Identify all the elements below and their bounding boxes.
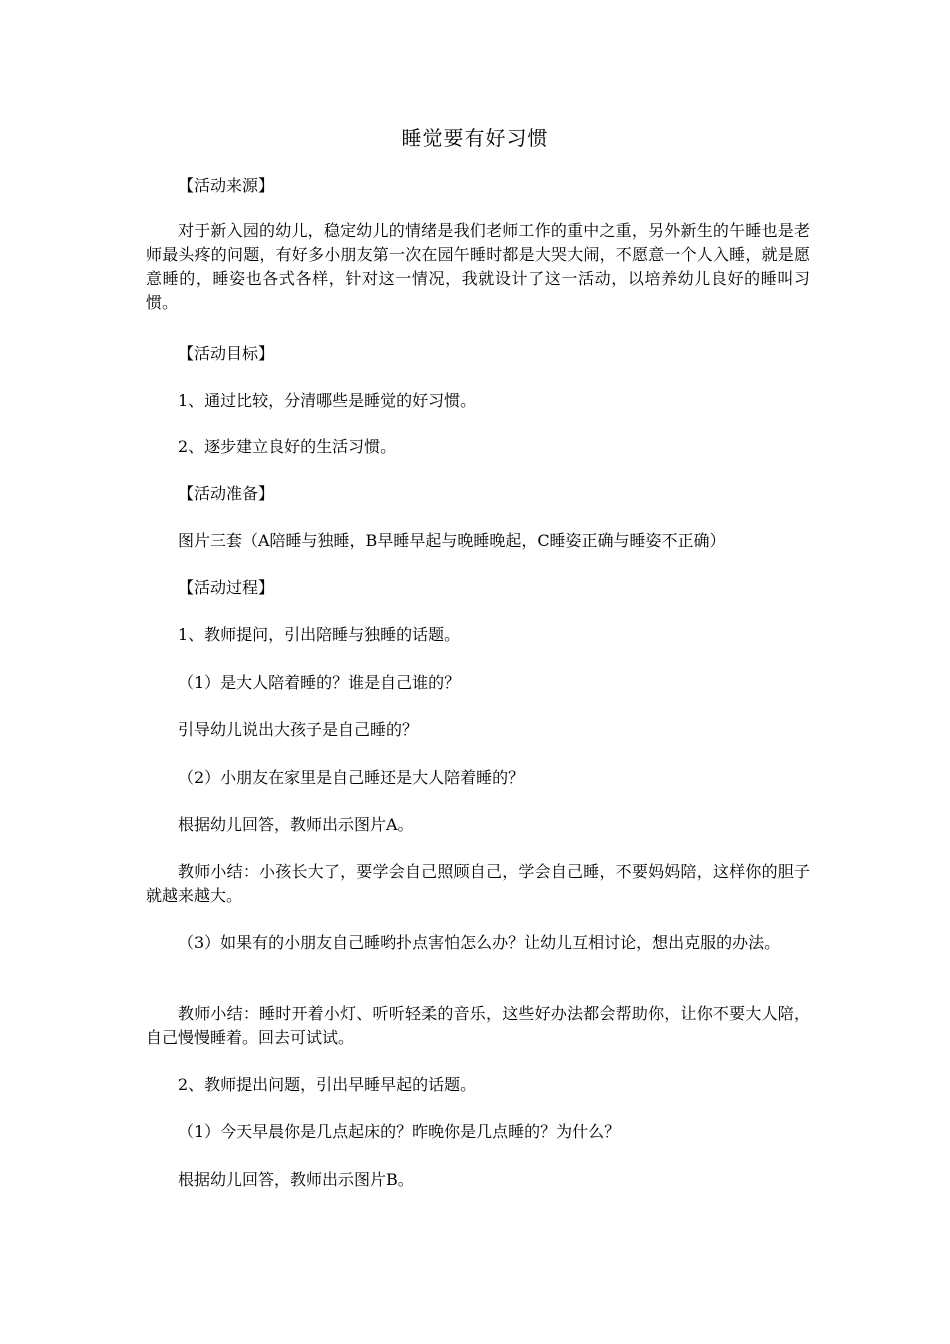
preparation-text: 图片三套（A陪睡与独睡，B早睡早起与晚睡晚起，C睡姿正确与睡姿不正确）	[178, 531, 726, 550]
goal-item-2: 2、逐步建立良好的生活习惯。	[178, 437, 397, 456]
section-heading-preparation: 【活动准备】	[178, 484, 275, 503]
process-guide-1: 引导幼儿说出大孩子是自己睡的？	[178, 720, 419, 739]
process-step-2: 2、教师提出问题，引出早睡早起的话题。	[178, 1075, 477, 1094]
process-question-1: （1）是大人陪着睡的？谁是自己谁的？	[178, 673, 461, 692]
paragraph-source-text: 对于新入园的幼儿，稳定幼儿的情绪是我们老师工作的重中之重，另外新生的午睡也是老师最头疼的问题，有好多小朋友第一次在园午睡时都是大哭大闹，不愿意一个人入睡，就是愿意睡的，睡姿也各式各样，针对这一情况，我就设计了这一活动，以培养幼儿良好的睡叫习惯。	[146, 221, 810, 312]
process-answer-a: 根据幼儿回答，教师出示图片A。	[178, 815, 414, 834]
process-question-4: （1）今天早晨你是几点起床的？昨晚你是几点睡的？为什么？	[178, 1122, 621, 1141]
section-heading-source: 【活动来源】	[178, 176, 275, 195]
process-answer-b: 根据幼儿回答，教师出示图片B。	[178, 1170, 414, 1189]
section-heading-process: 【活动过程】	[178, 578, 275, 597]
teacher-summary-1: 教师小结：小孩长大了，要学会自己照顾自己，学会自己睡，不要妈妈陪，这样你的胆子就越来越大。	[146, 862, 810, 905]
process-step-1: 1、教师提问，引出陪睡与独睡的话题。	[178, 625, 461, 644]
process-question-2: （2）小朋友在家里是自己睡还是大人陪着睡的？	[178, 768, 525, 787]
goal-item-1: 1、通过比较，分清哪些是睡觉的好习惯。	[178, 391, 477, 410]
document-title: 睡觉要有好习惯	[401, 126, 549, 150]
section-heading-goals: 【活动目标】	[178, 344, 275, 363]
teacher-summary-2: 教师小结：睡时开着小灯、听听轻柔的音乐，这些好办法都会帮助你，让你不要大人陪，自己慢慢睡着。回去可试试。	[146, 1004, 810, 1047]
process-question-3: （3）如果有的小朋友自己睡哟扑点害怕怎么办？让幼儿互相讨论，想出克服的办法。	[178, 933, 781, 952]
